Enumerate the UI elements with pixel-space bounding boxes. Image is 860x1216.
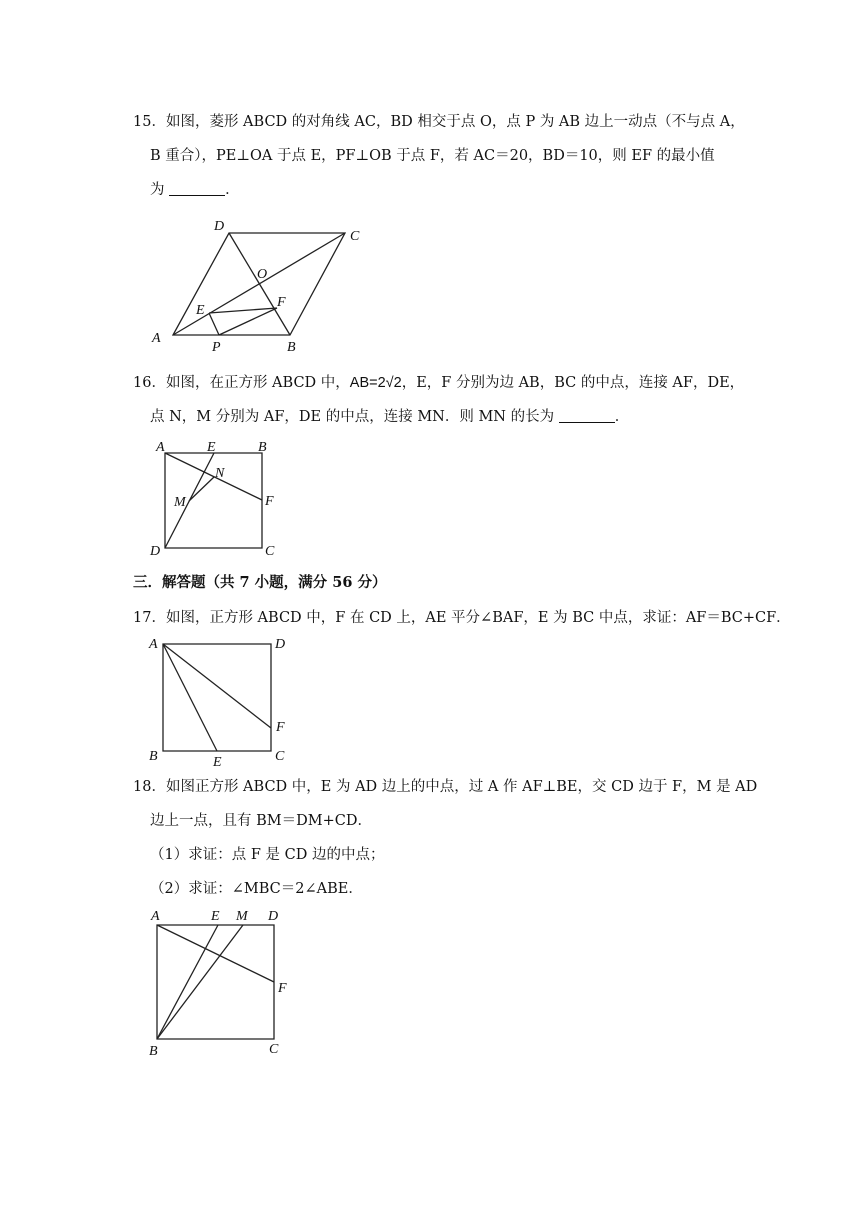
q15-line-3-suffix: ．	[225, 182, 240, 198]
q17-segment-ae	[163, 644, 217, 751]
q16-label-e: E	[207, 440, 216, 455]
q16-label-a: A	[156, 440, 165, 455]
q17-label-b: B	[149, 749, 158, 764]
q18-label-d: D	[268, 909, 279, 924]
q16-label-c: C	[265, 544, 275, 559]
q18-sub-question-2: （2）求证：∠MBC＝2∠ABE．	[150, 881, 363, 897]
q18-label-f: F	[278, 981, 287, 996]
q16-line-2-suffix: ．	[614, 409, 630, 425]
q16-label-b: B	[258, 440, 267, 455]
q15-answer-blank[interactable]	[169, 181, 225, 196]
q15-label-f: F	[277, 295, 286, 310]
q15-label-c: C	[350, 229, 360, 244]
q15-label-o: O	[257, 267, 268, 282]
q16-line-1-a: 16．如图，在正方形 ABCD 中，	[133, 375, 350, 391]
q16-segment-af	[165, 453, 262, 500]
q15-segment-pf	[219, 308, 277, 335]
q17-segment-af	[163, 644, 271, 728]
q15-segment-ef	[209, 308, 277, 313]
q18-label-e: E	[211, 909, 220, 924]
q17-label-e: E	[213, 755, 222, 770]
q17-line-1: 17．如图，正方形 ABCD 中，F 在 CD 上，AE 平分∠BAF，E 为 BC 中点，求证：AF＝BC+CF．	[133, 610, 791, 626]
section-3-heading: 三．解答题（共 7 小题，满分 56 分）	[133, 574, 387, 591]
q17-label-c: C	[275, 749, 285, 764]
q16-segment-mn	[189, 477, 214, 501]
q18-label-a: A	[151, 909, 160, 924]
q18-label-c: C	[269, 1042, 279, 1057]
q16-label-d: D	[150, 544, 161, 559]
q17-label-f: F	[276, 720, 285, 735]
q16-label-n: N	[215, 466, 225, 481]
q18-segment-af	[157, 925, 274, 982]
q18-segment-be	[157, 925, 218, 1039]
q15-line-1: 15．如图，菱形 ABCD 的对角线 AC，BD 相交于点 O，点 P 为 AB 边上一动点（不与点 A，	[133, 114, 745, 130]
q18-segment-bm	[157, 925, 243, 1039]
q15-line-3	[150, 180, 240, 200]
q18-sub-question-1: （1）求证：点 F 是 CD 边的中点；	[150, 847, 385, 863]
q16-ab-expression: AB=2√2	[349, 375, 402, 391]
q16-line-1	[133, 373, 744, 393]
q16-line-2	[150, 407, 629, 427]
q16-answer-blank[interactable]	[559, 408, 615, 423]
q15-label-p: P	[212, 340, 221, 355]
q16-line-1-b: ，E，F 分别为边 AB，BC 的中点，连接 AF，DE，	[401, 375, 745, 391]
q16-label-f: F	[265, 494, 274, 509]
q18-square	[157, 925, 274, 1039]
q18-label-m: M	[236, 909, 248, 924]
q15-label-b: B	[287, 340, 296, 355]
q16-square	[165, 453, 262, 548]
q17-square	[163, 644, 271, 751]
q15-rhombus	[173, 233, 345, 335]
q16-label-m: M	[174, 495, 186, 510]
q18-line-1: 18．如图正方形 ABCD 中，E 为 AD 边上的中点，过 A 作 AF⊥BE，交 CD 边于 F，M 是 AD	[133, 779, 758, 795]
q15-diagonal-ac	[173, 233, 345, 335]
q15-segment-pe	[209, 313, 219, 335]
q15-line-2: B 重合），PE⊥OA 于点 E，PF⊥OB 于点 F，若 AC＝20，BD＝10，则 EF 的最小值	[150, 148, 715, 164]
q15-line-3-prefix: 为	[150, 182, 165, 198]
q18-label-b: B	[149, 1044, 158, 1059]
q15-label-e: E	[196, 303, 205, 318]
q16-segment-de	[165, 453, 214, 548]
q16-line-2-prefix: 点 N，M 分别为 AF，DE 的中点，连接 MN．则 MN 的长为	[150, 409, 555, 425]
q17-label-d: D	[275, 637, 286, 652]
q15-label-d: D	[214, 219, 225, 234]
q15-label-a: A	[152, 331, 161, 346]
q15-diagonal-bd	[229, 233, 290, 335]
q17-label-a: A	[149, 637, 158, 652]
q18-line-2: 边上一点，且有 BM＝DM+CD．	[150, 813, 372, 829]
